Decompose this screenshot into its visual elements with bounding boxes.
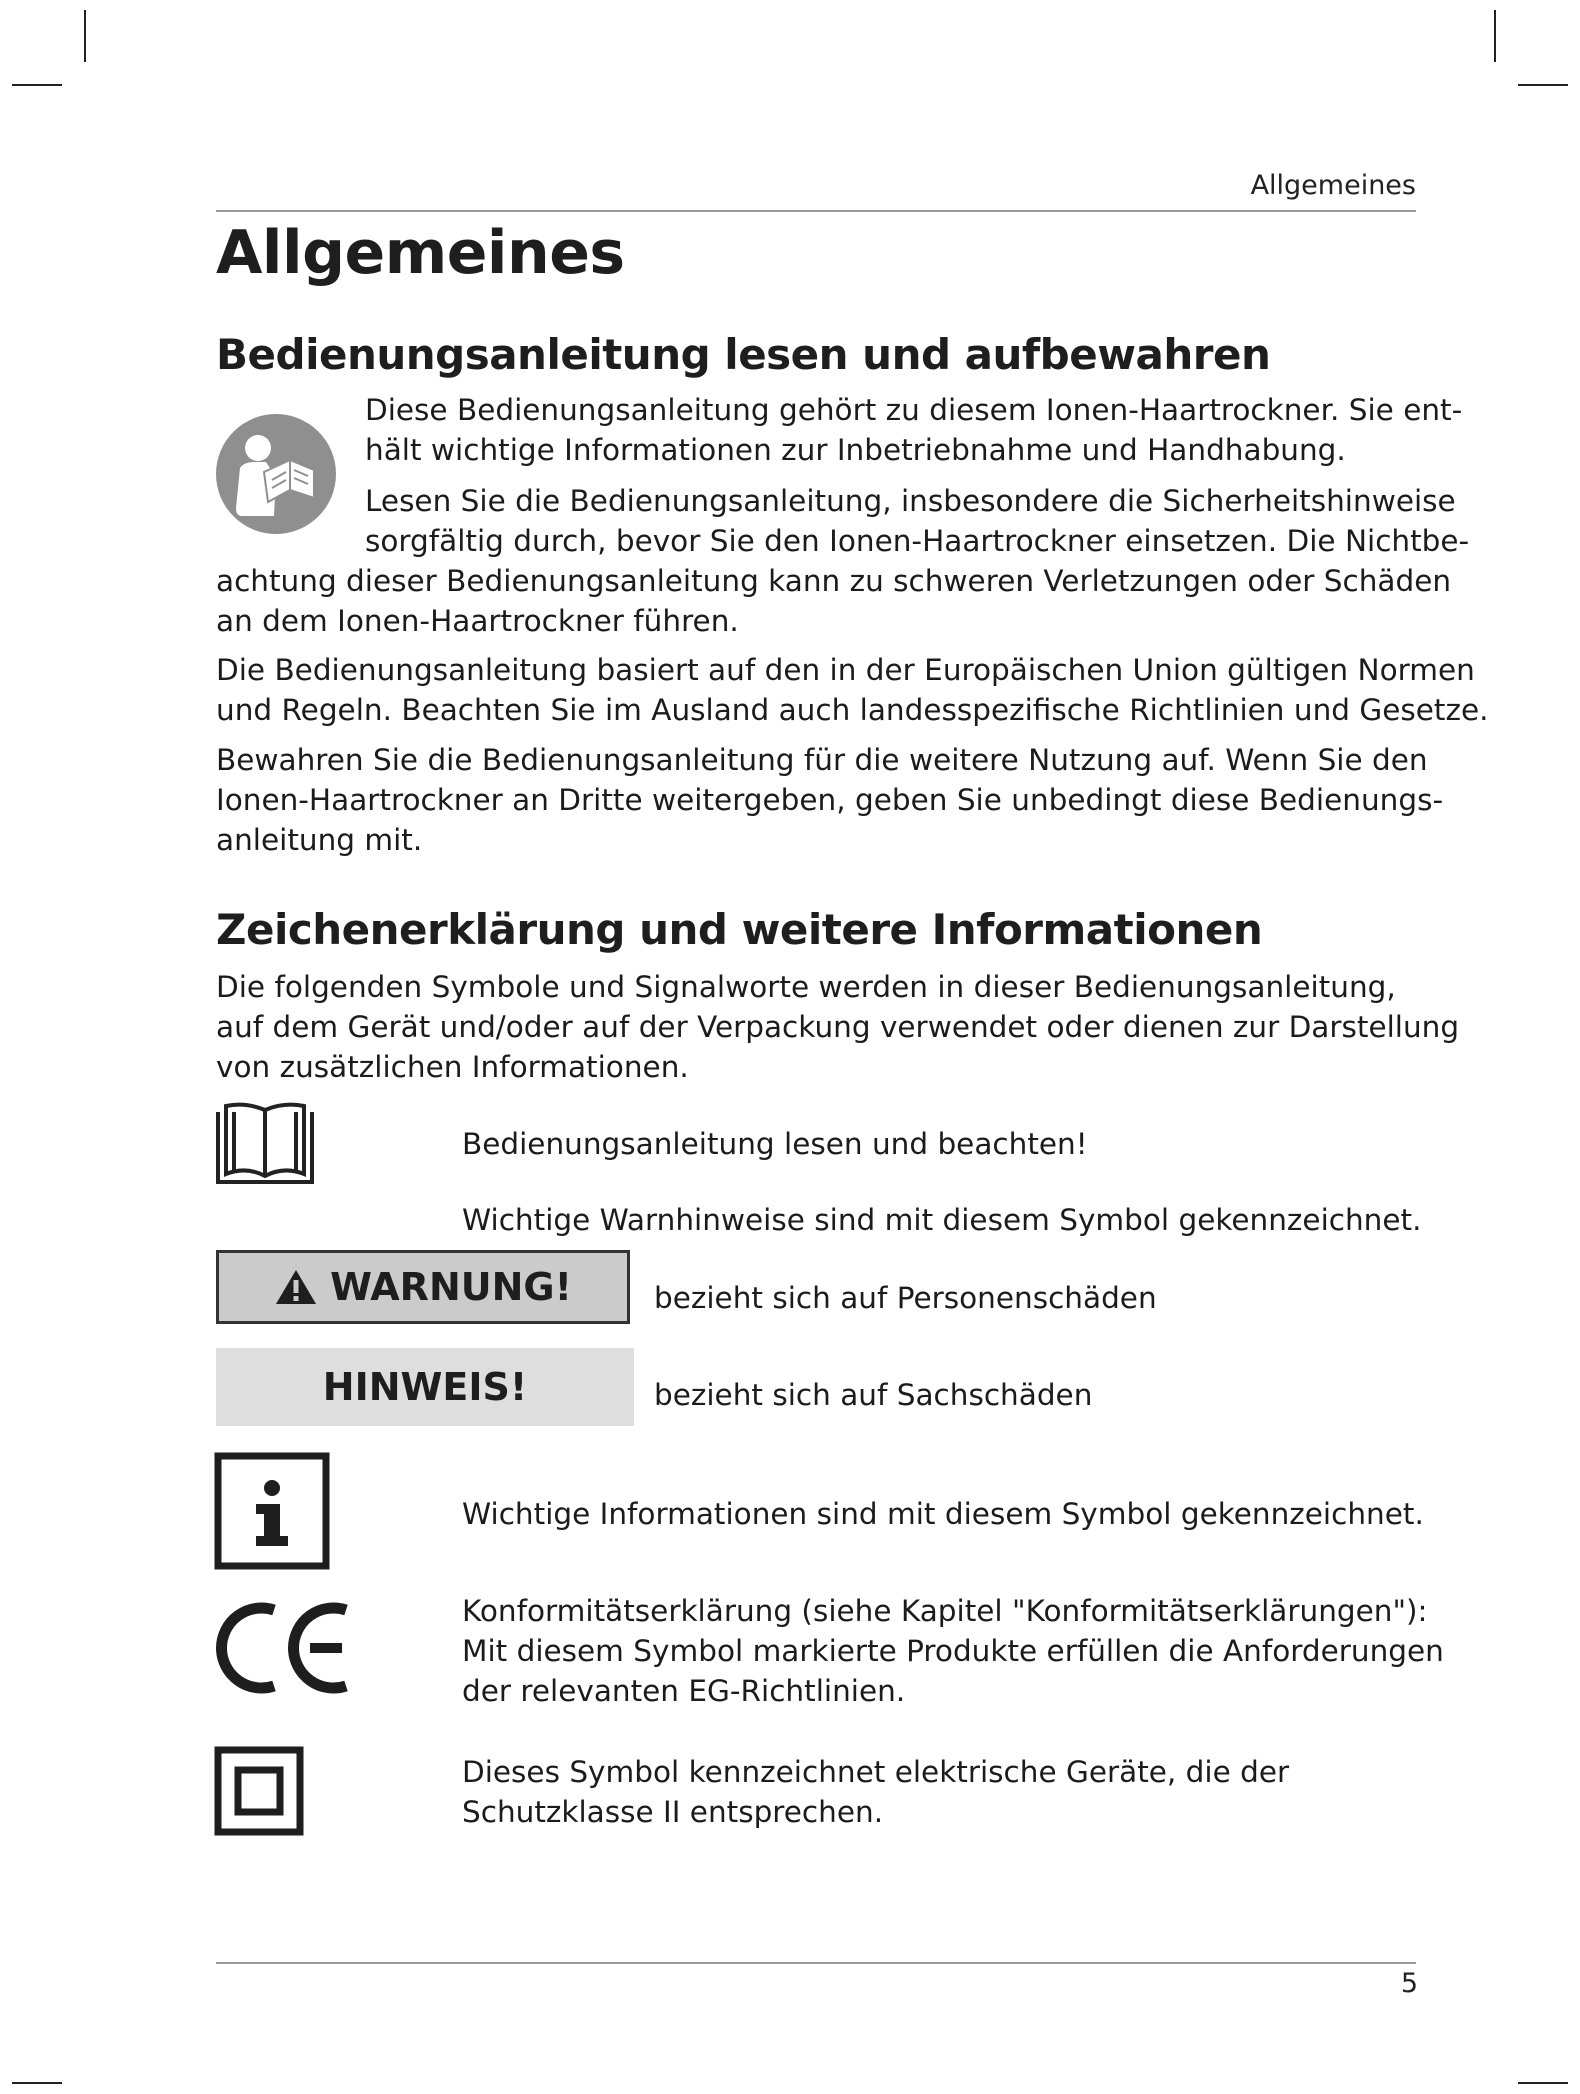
section1-para4: Bewahren Sie die Bedienungsanleitung für die weitere Nutzung auf. Wenn Sie den Ionen-Haartrockner an Dritte weitergeben, geben Sie unbedingt diese Bedienungs- anleitung mit. [216,743,1444,857]
manual-symbol-text: Bedienungsanleitung lesen und beachten! [462,1127,1088,1161]
crop-mark-top-left-h [12,84,62,86]
crop-mark-bottom-right-h [1518,2082,1568,2084]
warnung-text: bezieht sich auf Personenschäden [654,1281,1157,1315]
ce-mark-icon [214,1598,356,1698]
crop-mark-top-left-v [84,10,86,62]
footer-rule [216,1962,1416,1964]
crop-mark-top-right-v [1494,10,1496,62]
crop-mark-top-right-h [1518,84,1568,86]
section-heading-symbols: Zeichenerklärung und weitere Informationen [216,905,1263,954]
read-manual-icon [214,412,338,536]
info-icon [214,1452,330,1570]
crop-mark-bottom-left-h [12,2082,62,2084]
section1-para2-indented: Lesen Sie die Bedienungsanleitung, insbesondere die Sicherheitshinweise sorgfältig durch, bevor Sie den Ionen-Haartrockner einsetzen. Die Nichtbe- [365,484,1470,558]
class2-symbol-text: Dieses Symbol kennzeichnet elektrische Geräte, die der Schutzklasse II entsprechen. [462,1755,1290,1829]
warnung-signal-box [216,1250,630,1324]
hinweis-signal-box [216,1348,634,1426]
section-heading-read-and-keep: Bedienungsanleitung lesen und aufbewahren [216,330,1271,379]
page-number: 5 [1400,1968,1418,1999]
section1-para1: Diese Bedienungsanleitung gehört zu diesem Ionen-Haartrockner. Sie ent- hält wichtige Informationen zur Inbetriebnahme und Handhabung. [365,393,1463,467]
hinweis-text: bezieht sich auf Sachschäden [654,1378,1093,1412]
section1-para3: Die Bedienungsanleitung basiert auf den in der Europäischen Union gültigen Normen und Regeln. Beachten Sie im Ausland auch landesspezifische Richtlinien und Gesetze. [216,653,1489,727]
page-title: Allgemeines [216,218,625,288]
hinweis-label: HINWEIS! [322,1365,528,1409]
warning-triangle-icon [274,1268,318,1306]
protection-class-2-icon [214,1746,304,1836]
warning-intro-text: Wichtige Warnhinweise sind mit diesem Symbol gekennzeichnet. [462,1203,1422,1237]
open-book-icon [214,1100,316,1186]
warnung-label: WARNUNG! [330,1265,572,1309]
info-symbol-text: Wichtige Informationen sind mit diesem Symbol gekennzeichnet. [462,1497,1424,1531]
section2-intro: Die folgenden Symbole und Signalworte werden in dieser Bedienungsanleitung, auf dem Gerät und/oder auf der Verpackung verwendet oder dienen zur Darstellung von zusätzlichen Informationen. [216,970,1460,1084]
header-rule [216,210,1416,212]
running-head: Allgemeines [1250,170,1416,201]
section1-para2-full: achtung dieser Bedienungsanleitung kann zu schweren Verletzungen oder Schäden an dem Ionen-Haartrockner führen. [216,564,1452,638]
ce-symbol-text: Konformitätserklärung (siehe Kapitel "Konformitätserklärungen"): Mit diesem Symbol markierte Produkte erfüllen die Anforderungen der relevanten EG-Richtlinien. [462,1594,1444,1708]
